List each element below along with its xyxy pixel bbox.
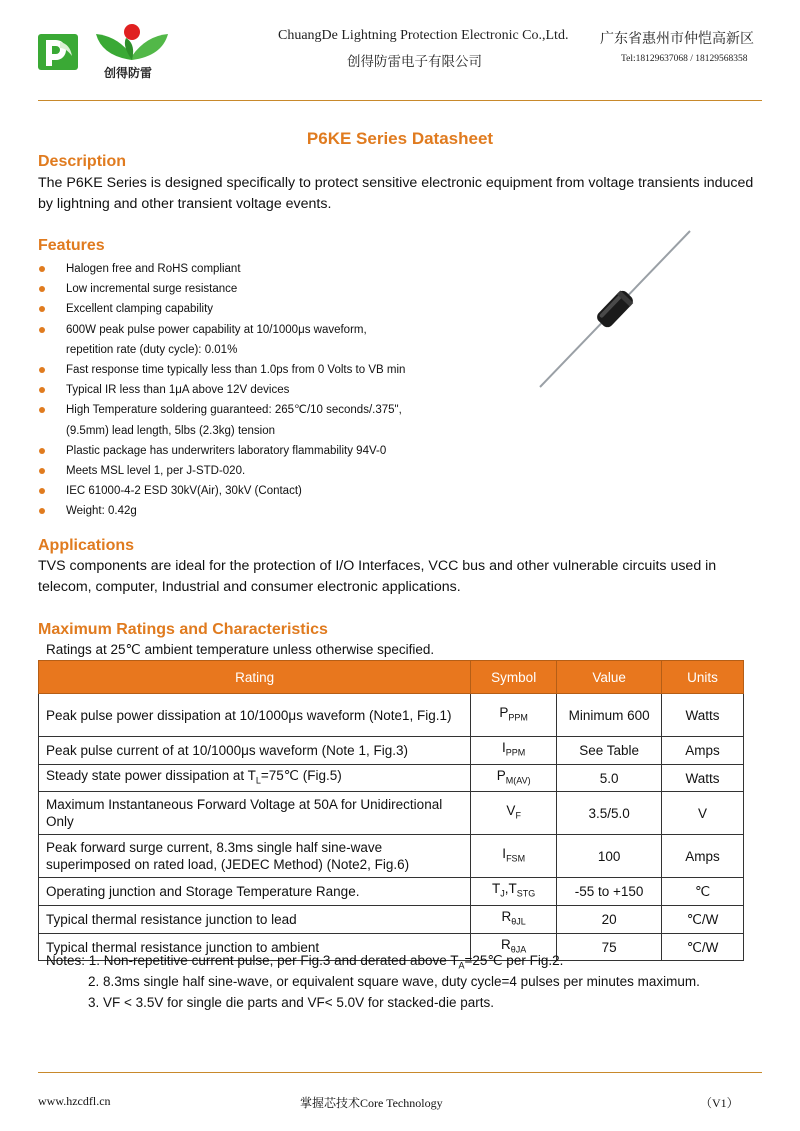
units-cell: Amps [662, 737, 744, 765]
value-cell: Minimum 600 [557, 694, 662, 737]
bullet-icon [39, 468, 45, 474]
footer-rule [38, 1072, 762, 1073]
rating-cell: Peak forward surge current, 8.3ms single half sine-wave superimposed on rated load, (JEDEC Method) (Note2, Fig.6) [39, 835, 471, 878]
company-name-en: ChuangDe Lightning Protection Electronic Co.,Ltd. [278, 28, 569, 43]
table-row [39, 878, 744, 906]
symbol-cell: $P_{PPM}$ [471, 694, 557, 737]
header-rule [38, 100, 762, 101]
list-item: Typical IR less than 1μA above 12V devices [38, 380, 518, 400]
footer-version: （V1） [700, 1096, 739, 1110]
table-row [39, 694, 744, 737]
units-cell: ℃/W [662, 906, 744, 934]
bullet-icon [39, 488, 45, 494]
value-cell: 75 [557, 933, 662, 961]
units-cell: ℃ [662, 878, 744, 906]
description-text: The P6KE Series is designed specifically to protect sensitive electronic equipment from voltage transients induced by lightning and other transient voltage events. [38, 175, 754, 212]
note-2: 2. 8.3ms single half sine-wave, or equivalent square wave, duty cycle=4 pulses per minutes maximum. [88, 974, 700, 989]
features-list [38, 259, 518, 521]
list-item: Meets MSL level 1, per J-STD-020. [38, 461, 518, 481]
symbol-cell: $T_J,T_{STG}$ [471, 878, 557, 906]
value-cell: 100 [557, 835, 662, 878]
units-cell: ℃/W [662, 933, 744, 961]
ratings-heading: Maximum Ratings and Characteristics [38, 621, 328, 638]
bullet-icon [39, 508, 45, 514]
table-row [39, 835, 744, 878]
bullet-icon [39, 448, 45, 454]
symbol-cell: $R_{\theta JA}$ [471, 933, 557, 961]
symbol-cell: $R_{\theta JL}$ [471, 906, 557, 934]
rating-cell: Typical thermal resistance junction to lead [39, 906, 471, 934]
table-row [39, 792, 744, 835]
brand-leaf-logo [92, 20, 172, 64]
bullet-icon [39, 327, 45, 333]
units-cell: Amps [662, 835, 744, 878]
bullet-icon [39, 266, 45, 272]
company-logo [38, 30, 78, 74]
column-header-units: Units [662, 661, 744, 694]
list-item: Plastic package has underwriters laboratory flammability 94V-0 [38, 441, 518, 461]
diode-product-image [530, 225, 700, 395]
value-cell: 5.0 [557, 764, 662, 792]
bullet-icon [39, 407, 45, 413]
list-item: High Temperature soldering guaranteed: 265℃/10 seconds/.375", [38, 400, 518, 420]
symbol-cell: $V_F$ [471, 792, 557, 835]
applications-text: TVS components are ideal for the protection of I/O Interfaces, VCC bus and other vulnerable circuits used in telecom, computer, Industrial and consumer electronic applications. [38, 558, 717, 595]
column-header-rating: Rating [39, 661, 471, 694]
symbol-cell: $P_{M(AV)}$ [471, 764, 557, 792]
company-name-cn: 创得防雷电子有限公司 [347, 54, 482, 69]
list-item: Halogen free and RoHS compliant [38, 259, 518, 279]
bullet-icon [39, 387, 45, 393]
page-title: P6KE Series Datasheet [306, 129, 494, 148]
list-item: Low incremental surge resistance [38, 279, 518, 299]
symbol-cell: $I_{FSM}$ [471, 835, 557, 878]
description-heading: Description [38, 153, 127, 170]
column-header-value: Value [557, 661, 662, 694]
units-cell: V [662, 792, 744, 835]
list-item: 600W peak pulse power capability at 10/1000μs waveform, [38, 320, 518, 340]
footer-slogan: 掌握芯技术Core Technology [300, 1096, 443, 1110]
value-cell: See Table [557, 737, 662, 765]
units-cell: Watts [662, 764, 744, 792]
list-item: Fast response time typically less than 1.0ps from 0 Volts to VB min [38, 360, 518, 380]
list-item: Excellent clamping capability [38, 299, 518, 319]
list-item: IEC 61000-4-2 ESD 30kV(Air), 30kV (Contact) [38, 481, 518, 501]
bullet-icon [39, 306, 45, 312]
features-heading: Features [38, 237, 105, 254]
bullet-icon [39, 367, 45, 373]
symbol-cell: $I_{PPM}$ [471, 737, 557, 765]
footer-website-link[interactable]: www.hzcdfl.cn [38, 1094, 111, 1108]
list-item: Weight: 0.42g [38, 501, 518, 521]
table-row [39, 906, 744, 934]
table-row [39, 764, 744, 792]
company-address: 广东省惠州市仲恺高新区 [600, 32, 754, 47]
ratings-subheading: Ratings at 25℃ ambient temperature unless otherwise specified. [46, 642, 435, 657]
table-row [39, 737, 744, 765]
note-3: 3. VF < 3.5V for single die parts and VF< 5.0V for stacked-die parts. [88, 995, 494, 1010]
rating-cell: Peak pulse current of at 10/1000μs waveform (Note 1, Fig.3) [39, 737, 471, 765]
applications-heading: Applications [38, 537, 135, 554]
rating-cell: Maximum Instantaneous Forward Voltage at 50A for Unidirectional Only [39, 792, 471, 835]
rating-cell: Peak pulse power dissipation at 10/1000μs waveform (Note1, Fig.1) [39, 694, 471, 737]
list-item-continued: (9.5mm) lead length, 5lbs (2.3kg) tension [66, 424, 276, 437]
ratings-table [38, 660, 744, 961]
company-phone: Tel:18129637068 / 18129568358 [621, 54, 748, 64]
value-cell: 20 [557, 906, 662, 934]
column-header-symbol: Symbol [471, 661, 557, 694]
table-header-row [39, 661, 744, 694]
rating-cell: Steady state power dissipation at $T_L=75℃$ (Fig.5) [39, 764, 471, 792]
rating-cell: Typical thermal resistance junction to ambient [39, 933, 471, 961]
bullet-icon [39, 286, 45, 292]
value-cell: 3.5/5.0 [557, 792, 662, 835]
value-cell: -55 to +150 [557, 878, 662, 906]
rating-cell: Operating junction and Storage Temperature Range. [39, 878, 471, 906]
list-item-continued: repetition rate (duty cycle): 0.01% [66, 343, 238, 356]
note-1: Notes: 1. Non-repetitive current pulse, per Fig.3 and derated above $T_A=25℃$ per Fig.2. [46, 953, 564, 971]
units-cell: Watts [662, 694, 744, 737]
brand-name: 创得防雷 [104, 66, 153, 80]
